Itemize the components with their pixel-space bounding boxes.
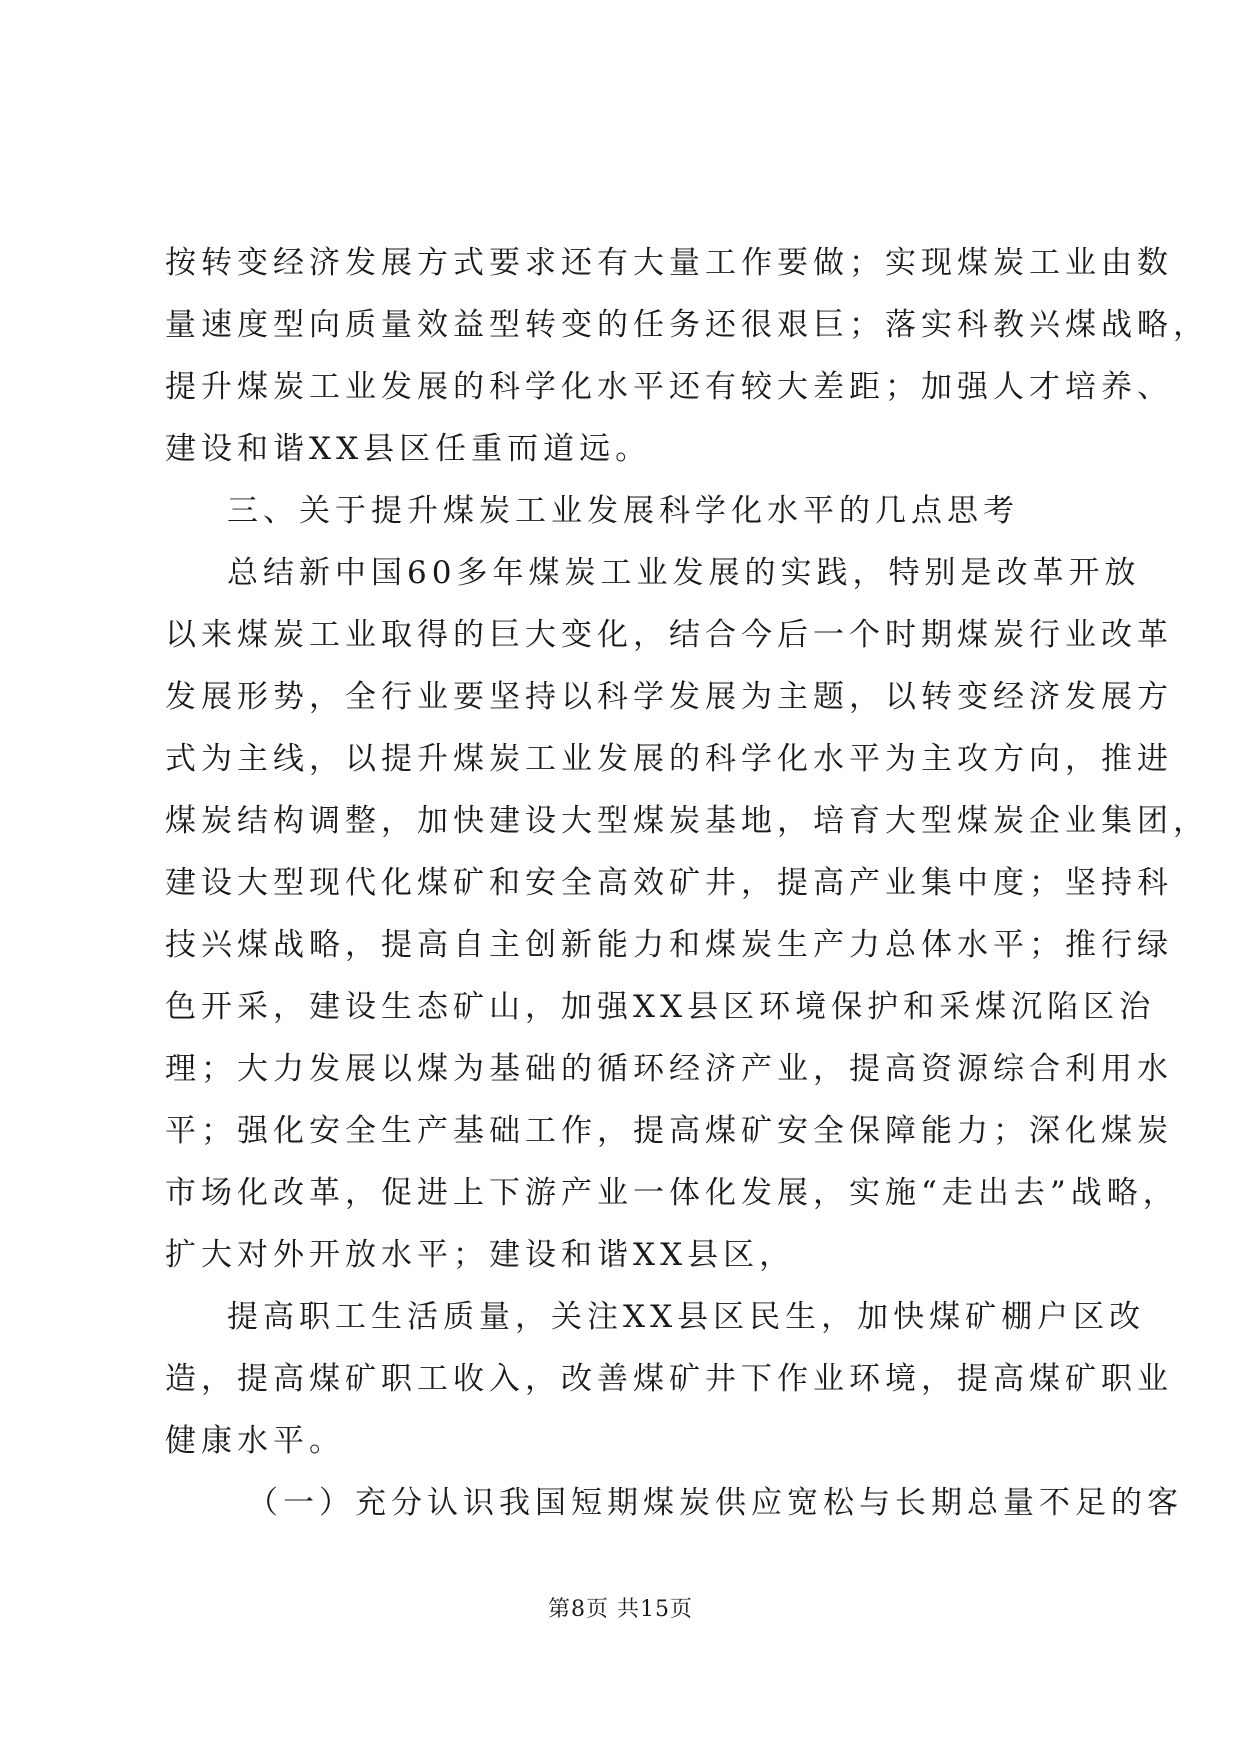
paragraph-line: 扩大对外开放水平；建设和谐XX县区， (165, 1237, 796, 1273)
paragraph-line: 理；大力发展以煤为基础的循环经济产业，提高资源综合利用水 (165, 1051, 1173, 1087)
paragraph-line: 建设大型现代化煤矿和安全高效矿井，提高产业集中度；坚持科 (165, 865, 1173, 901)
paragraph-line: 提高职工生活质量，关注XX县区民生，加快煤矿棚户区改 (227, 1299, 1146, 1335)
paragraph-line: 健康水平。 (165, 1423, 345, 1459)
paragraph-line: 按转变经济发展方式要求还有大量工作要做；实现煤炭工业由数 (165, 245, 1173, 281)
body-text (165, 232, 1209, 1534)
paragraph-line: 平；强化安全生产基础工作，提高煤矿安全保障能力；深化煤炭 (165, 1113, 1173, 1149)
paragraph-line: 提升煤炭工业发展的科学化水平还有较大差距；加强人才培养、 (165, 369, 1173, 405)
subsection-heading: （一）充分认识我国短期煤炭供应宽松与长期总量不足的客 (247, 1485, 1183, 1521)
page-number-footer: 第8页 共15页 (548, 1597, 693, 1622)
paragraph-line: 造，提高煤矿职工收入，改善煤矿井下作业环境，提高煤矿职业 (165, 1361, 1173, 1397)
paragraph-line: 技兴煤战略，提高自主创新能力和煤炭生产力总体水平；推行绿 (165, 927, 1173, 963)
paragraph-line: 发展形势，全行业要坚持以科学发展为主题，以转变经济发展方 (165, 679, 1173, 715)
paragraph-line: 量速度型向质量效益型转变的任务还很艰巨；落实科教兴煤战略， (165, 307, 1209, 343)
section-heading: 三、关于提升煤炭工业发展科学化水平的几点思考 (227, 493, 1019, 529)
paragraph-line: 煤炭结构调整，加快建设大型煤炭基地，培育大型煤炭企业集团， (165, 803, 1209, 839)
paragraph-line: 色开采，建设生态矿山，加强XX县区环境保护和采煤沉陷区治 (165, 989, 1156, 1025)
paragraph-line: 建设和谐XX县区任重而道远。 (165, 431, 652, 467)
paragraph-line: 式为主线，以提升煤炭工业发展的科学化水平为主攻方向，推进 (165, 741, 1173, 777)
paragraph-line: 以来煤炭工业取得的巨大变化，结合今后一个时期煤炭行业改革 (165, 617, 1173, 653)
paragraph-line: 市场化改革，促进上下游产业一体化发展，实施“走出去”战略， (165, 1175, 1179, 1211)
paragraph-line: 总结新中国60多年煤炭工业发展的实践，特别是改革开放 (227, 555, 1141, 591)
